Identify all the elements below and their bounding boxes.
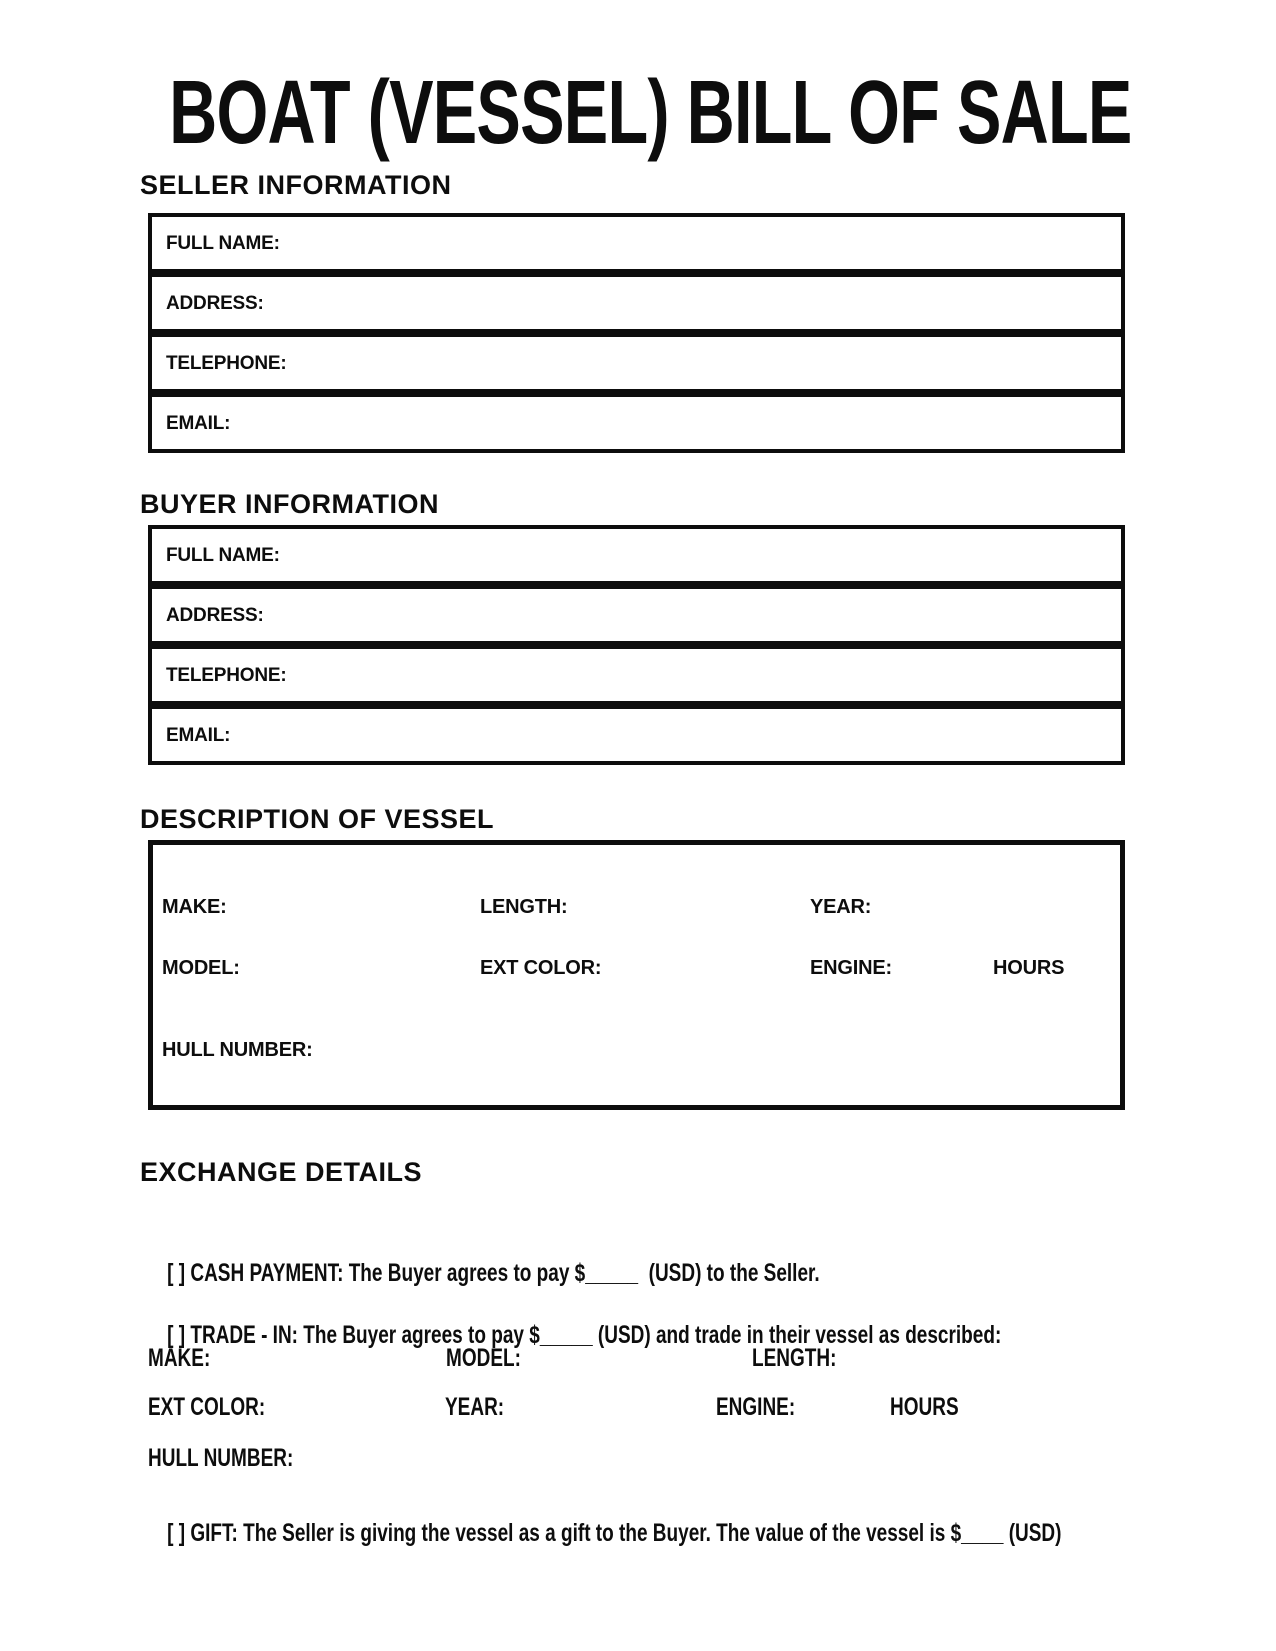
buyer-email-label: EMAIL: [166,724,231,746]
vessel-section-heading: DESCRIPTION OF VESSEL [140,804,495,834]
trade-model-label: MODEL: [446,1344,521,1372]
buyer-fields [148,525,1125,765]
seller-fields [148,213,1125,453]
seller-email-label: EMAIL: [166,412,231,434]
buyer-email-field[interactable] [148,705,1125,765]
seller-email-field[interactable] [148,393,1125,453]
vessel-description-box[interactable] [148,840,1125,1110]
trade-length-label: LENGTH: [752,1344,837,1372]
vessel-length-label: LENGTH: [480,896,568,918]
gift-checkbox[interactable]: [ ] [167,1519,186,1547]
vessel-hours-label: HOURS [993,957,1065,979]
vessel-make-label: MAKE: [162,896,227,918]
trade-hull-number-label: HULL NUMBER: [148,1444,294,1472]
seller-full-name-label: FULL NAME: [166,232,280,254]
gift-text: GIFT: The Seller is giving the vessel as a gift to the Buyer. The value of the vessel is $____ (USD) [185,1519,1062,1547]
trade-year-label: YEAR: [445,1393,505,1421]
vessel-year-label: YEAR: [810,896,872,918]
trade-make-label: MAKE: [148,1344,211,1372]
seller-address-field[interactable] [148,273,1125,333]
seller-full-name-field[interactable] [148,213,1125,273]
trade-engine-label: ENGINE: [716,1393,796,1421]
gift-option [146,1496,1061,1571]
seller-telephone-label: TELEPHONE: [166,352,287,374]
seller-section-heading: SELLER INFORMATION [140,170,452,200]
trade-hours-label: HOURS [890,1393,959,1421]
vessel-hull-number-label: HULL NUMBER: [162,1039,313,1061]
cash-payment-checkbox[interactable]: [ ] [167,1259,186,1287]
trade-in-checkbox[interactable]: [ ] [167,1321,186,1349]
buyer-section-heading: BUYER INFORMATION [140,489,439,519]
trade-in-text: TRADE - IN: The Buyer agrees to pay $_____ (USD) and trade in their vessel as described: [185,1321,1002,1349]
vessel-model-label: MODEL: [162,957,240,979]
seller-telephone-field[interactable] [148,333,1125,393]
buyer-address-field[interactable] [148,585,1125,645]
buyer-full-name-field[interactable] [148,525,1125,585]
cash-payment-text: CASH PAYMENT: The Buyer agrees to pay $_____ (USD) to the Seller. [185,1259,820,1287]
title-container [0,63,1276,163]
seller-address-label: ADDRESS: [166,292,264,314]
trade-ext-color-label: EXT COLOR: [148,1393,266,1421]
buyer-address-label: ADDRESS: [166,604,264,626]
trade-in-option [146,1298,1001,1373]
buyer-telephone-label: TELEPHONE: [166,664,287,686]
vessel-ext-color-label: EXT COLOR: [480,957,602,979]
page-title: BOAT (VESSEL) BILL OF SALE [169,63,1132,163]
buyer-telephone-field[interactable] [148,645,1125,705]
exchange-section-heading: EXCHANGE DETAILS [140,1157,423,1187]
buyer-full-name-label: FULL NAME: [166,544,280,566]
vessel-engine-label: ENGINE: [810,957,892,979]
